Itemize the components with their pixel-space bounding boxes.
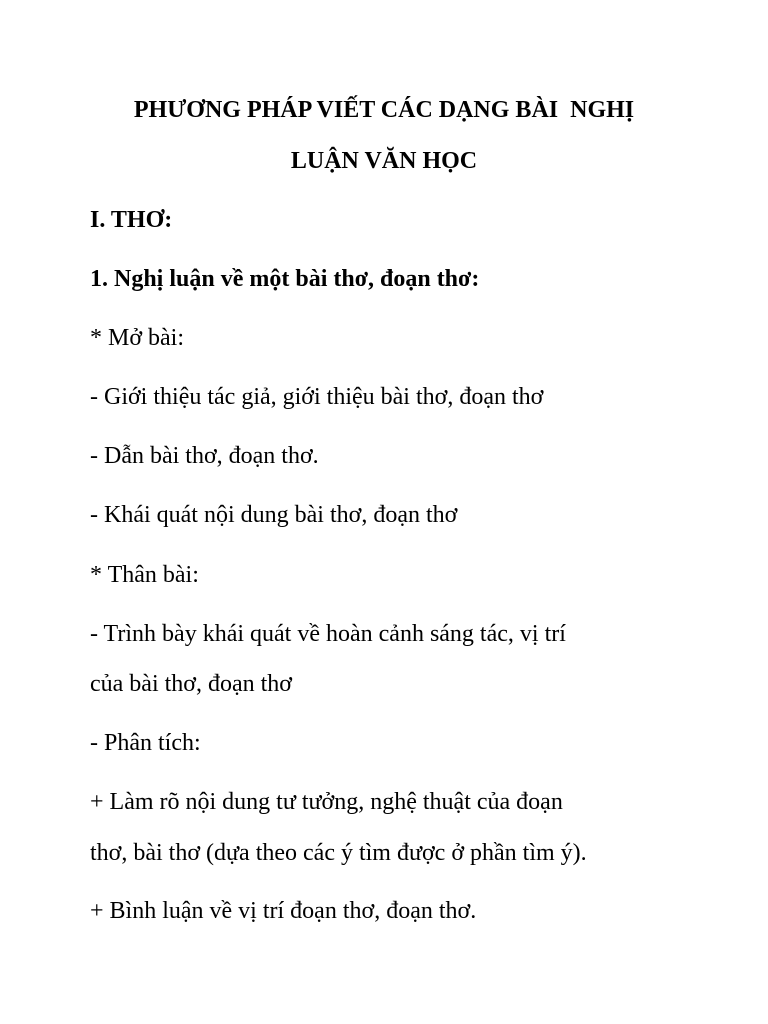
document-title-line-2: LUẬN VĂN HỌC xyxy=(290,148,478,174)
body-line: - Khái quát nội dung bài thơ, đoạn thơ xyxy=(90,502,458,528)
intro-heading: * Mở bài: xyxy=(90,325,185,351)
body-heading: * Thân bài: xyxy=(90,562,199,588)
body-line: - Giới thiệu tác giả, giới thiệu bài thơ, đoạn thơ xyxy=(90,384,544,410)
body-line: - Trình bày khái quát về hoàn cảnh sáng tác, vị trí xyxy=(90,621,566,647)
section-heading: I. THƠ: xyxy=(90,207,173,233)
body-line: thơ, bài thơ (dựa theo các ý tìm được ở phần tìm ý). xyxy=(90,840,587,866)
body-line: + Làm rõ nội dung tư tưởng, nghệ thuật của đoạn xyxy=(90,789,563,815)
subsection-heading: 1. Nghị luận về một bài thơ, đoạn thơ: xyxy=(90,266,480,292)
body-line: - Dẫn bài thơ, đoạn thơ. xyxy=(90,443,319,469)
body-line: - Phân tích: xyxy=(90,730,201,756)
body-line: + Bình luận về vị trí đoạn thơ, đoạn thơ. xyxy=(90,898,477,924)
body-line: của bài thơ, đoạn thơ xyxy=(90,671,292,697)
document-title-line-1: PHƯƠNG PHÁP VIẾT CÁC DẠNG BÀI NGHỊ xyxy=(133,97,635,123)
